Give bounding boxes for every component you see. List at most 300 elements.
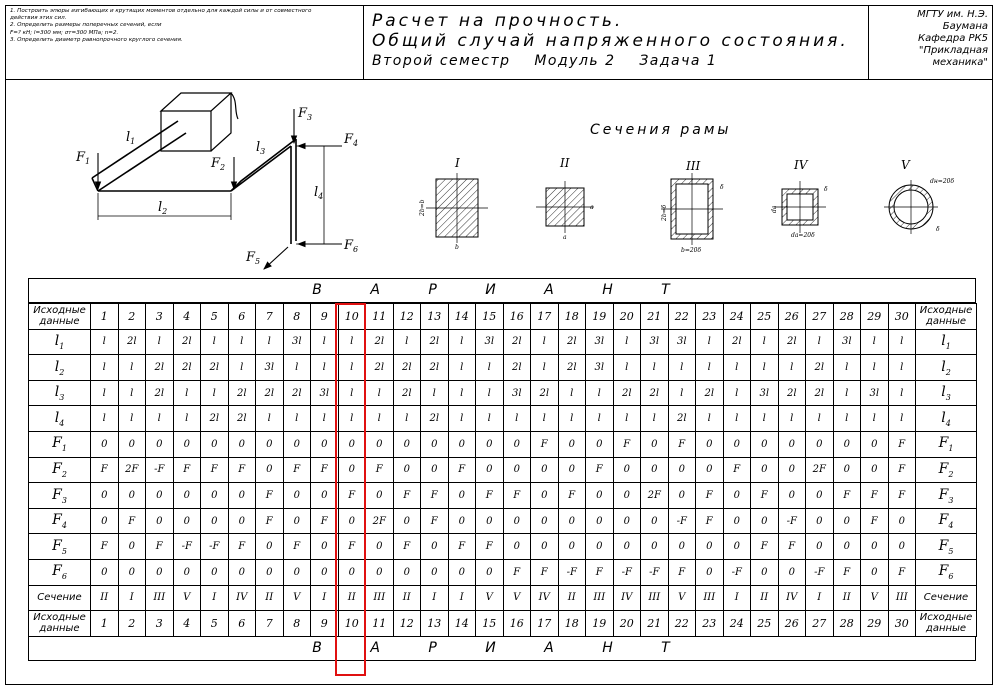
row-symbol: $l_3$ xyxy=(29,380,91,406)
variant-number-cell: 23 xyxy=(696,611,724,637)
value-cell: l xyxy=(503,406,531,432)
label-F6: $F_6$ xyxy=(344,238,359,254)
value-cell: l xyxy=(861,329,889,355)
value-cell: l xyxy=(393,329,421,355)
section-cell: II xyxy=(393,585,421,611)
value-cell: 0 xyxy=(338,508,366,534)
value-cell: 0 xyxy=(613,508,641,534)
value-cell: 0 xyxy=(723,431,751,457)
value-cell: 0 xyxy=(503,534,531,560)
row-symbol: $F_1$ xyxy=(29,431,91,457)
value-cell: 2l xyxy=(173,355,201,381)
variants-table-body xyxy=(29,304,977,637)
value-cell: 0 xyxy=(283,508,311,534)
value-cell: 0 xyxy=(91,559,119,585)
value-cell: 0 xyxy=(366,534,394,560)
variant-number-cell: 11 xyxy=(366,304,394,330)
value-cell: 3l xyxy=(861,380,889,406)
value-cell: 0 xyxy=(861,559,889,585)
value-cell: l xyxy=(751,329,779,355)
value-cell: 0 xyxy=(448,559,476,585)
section-cell: V xyxy=(173,585,201,611)
value-cell: F xyxy=(421,508,449,534)
value-cell: -F xyxy=(613,559,641,585)
dim-s4-t: δ xyxy=(824,186,828,193)
value-cell: F xyxy=(503,483,531,509)
value-cell: -F xyxy=(806,559,834,585)
value-cell: 0 xyxy=(696,559,724,585)
value-cell: l xyxy=(366,380,394,406)
value-cell: 0 xyxy=(228,508,256,534)
value-cell: 2l xyxy=(201,355,229,381)
section-cell: IV xyxy=(531,585,559,611)
value-cell: F xyxy=(613,431,641,457)
value-cell: l xyxy=(311,355,339,381)
row-label: Сечение xyxy=(29,585,91,611)
dim-s3-w: b=20δ xyxy=(681,247,702,254)
value-cell: 0 xyxy=(751,457,779,483)
variant-number-cell: 2 xyxy=(118,304,146,330)
value-cell: F xyxy=(888,559,916,585)
table-row xyxy=(29,585,977,611)
dim-s4-h: da xyxy=(771,205,778,213)
value-cell: 0 xyxy=(558,431,586,457)
value-cell: 2l xyxy=(366,355,394,381)
row-symbol: $F_4$ xyxy=(916,508,977,534)
value-cell: 0 xyxy=(283,483,311,509)
value-cell: l xyxy=(723,406,751,432)
value-cell: 0 xyxy=(228,483,256,509)
value-cell: 0 xyxy=(806,483,834,509)
value-cell: 2l xyxy=(421,406,449,432)
value-cell: 2l xyxy=(558,329,586,355)
value-cell: 0 xyxy=(476,508,504,534)
value-cell: F xyxy=(338,534,366,560)
value-cell: 0 xyxy=(531,483,559,509)
value-cell: F xyxy=(476,483,504,509)
value-cell: l xyxy=(338,329,366,355)
variant-number-cell: 7 xyxy=(256,611,284,637)
row-symbol: $l_2$ xyxy=(29,355,91,381)
variant-number-cell: 11 xyxy=(366,611,394,637)
value-cell: l xyxy=(833,380,861,406)
value-cell: 0 xyxy=(668,457,696,483)
section-cell: III xyxy=(586,585,614,611)
value-cell: l xyxy=(476,380,504,406)
section-cell: IV xyxy=(228,585,256,611)
dim-s3-t: δ xyxy=(720,184,724,191)
variant-number-cell: 15 xyxy=(476,304,504,330)
section-cell: III xyxy=(888,585,916,611)
value-cell: l xyxy=(806,406,834,432)
value-cell: F xyxy=(256,483,284,509)
variant-number-cell: 13 xyxy=(421,611,449,637)
value-cell: F xyxy=(311,508,339,534)
variant-number-cell: 2 xyxy=(118,611,146,637)
variant-number-cell: 6 xyxy=(228,611,256,637)
variant-number-cell: 19 xyxy=(586,611,614,637)
value-cell: 0 xyxy=(338,431,366,457)
variant-number-cell: 30 xyxy=(888,304,916,330)
section-cell: II xyxy=(751,585,779,611)
value-cell: -F xyxy=(146,457,174,483)
value-cell: 0 xyxy=(448,508,476,534)
value-cell: F xyxy=(888,457,916,483)
value-cell: 0 xyxy=(393,431,421,457)
variant-number-cell: 23 xyxy=(696,304,724,330)
value-cell: l xyxy=(228,355,256,381)
value-cell: 2F xyxy=(366,508,394,534)
value-cell: 0 xyxy=(833,457,861,483)
variant-number-cell: 7 xyxy=(256,304,284,330)
value-cell: l xyxy=(311,406,339,432)
org-line-3: "Прикладная механика" xyxy=(918,45,988,68)
value-cell: l xyxy=(531,406,559,432)
value-cell: 0 xyxy=(861,457,889,483)
section-cell: V xyxy=(503,585,531,611)
value-cell: 0 xyxy=(173,483,201,509)
value-cell: 0 xyxy=(613,534,641,560)
value-cell: l xyxy=(613,355,641,381)
value-cell: l xyxy=(558,406,586,432)
value-cell: 0 xyxy=(641,457,669,483)
variant-number-cell: 29 xyxy=(861,611,889,637)
value-cell: 0 xyxy=(503,431,531,457)
variant-number-cell: 28 xyxy=(833,611,861,637)
value-cell: 0 xyxy=(118,534,146,560)
value-cell: 0 xyxy=(448,483,476,509)
section-IV-shape xyxy=(774,181,826,233)
variant-number-cell: 19 xyxy=(586,304,614,330)
value-cell: 0 xyxy=(723,534,751,560)
highlight-variant-column xyxy=(335,303,366,676)
value-cell: F xyxy=(861,508,889,534)
drawing-sheet xyxy=(5,5,993,685)
value-cell: 0 xyxy=(311,483,339,509)
value-cell: l xyxy=(833,355,861,381)
value-cell: 0 xyxy=(366,559,394,585)
value-cell: l xyxy=(861,406,889,432)
value-cell: 2l xyxy=(421,329,449,355)
section-cell: I xyxy=(448,585,476,611)
instruction-line: 1. Построить эпюры изгибающих и крутящих моментов отдельно для каждой силы и от совместного xyxy=(10,8,312,14)
label-F2: $F_2$ xyxy=(211,156,226,172)
value-cell: l xyxy=(531,355,559,381)
value-cell: F xyxy=(421,483,449,509)
value-cell: F xyxy=(778,534,806,560)
variant-number-cell: 3 xyxy=(146,304,174,330)
title-block xyxy=(6,6,992,80)
section-cell: III xyxy=(641,585,669,611)
section-II-shape xyxy=(536,181,594,233)
value-cell: l xyxy=(586,406,614,432)
value-cell: l xyxy=(448,355,476,381)
value-cell: 2l xyxy=(393,355,421,381)
dim-s3-h: 2b=δ xyxy=(661,204,668,221)
value-cell: l xyxy=(778,406,806,432)
value-cell: F xyxy=(448,457,476,483)
value-cell: 0 xyxy=(311,431,339,457)
value-cell: 2l xyxy=(723,329,751,355)
section-cell: IV xyxy=(613,585,641,611)
value-cell: 0 xyxy=(338,457,366,483)
value-cell: 2F xyxy=(641,483,669,509)
row-symbol: $F_3$ xyxy=(29,483,91,509)
value-cell: l xyxy=(751,355,779,381)
value-cell: 2F xyxy=(806,457,834,483)
variant-number-cell: 3 xyxy=(146,611,174,637)
value-cell: l xyxy=(613,406,641,432)
value-cell: 3l xyxy=(503,380,531,406)
value-cell: l xyxy=(311,329,339,355)
value-cell: l xyxy=(91,355,119,381)
value-cell: 0 xyxy=(833,534,861,560)
value-cell: l xyxy=(256,329,284,355)
variant-header-bottom: В А Р И А Н Т xyxy=(28,637,976,661)
value-cell: -F xyxy=(778,508,806,534)
table-row xyxy=(29,611,977,637)
value-cell: l xyxy=(201,329,229,355)
variant-number-cell: 9 xyxy=(311,611,339,637)
table-row xyxy=(29,431,977,457)
value-cell: 0 xyxy=(173,508,201,534)
row-symbol: $F_3$ xyxy=(916,483,977,509)
value-cell: l xyxy=(283,355,311,381)
value-cell: l xyxy=(696,406,724,432)
org-line-2: Кафедра РК5 xyxy=(918,33,988,44)
value-cell: 2l xyxy=(146,380,174,406)
variant-number-cell: 12 xyxy=(393,611,421,637)
section-cell: III xyxy=(696,585,724,611)
section-cell: V xyxy=(668,585,696,611)
section-label-2: II xyxy=(560,156,570,170)
value-cell: l xyxy=(723,355,751,381)
value-cell: F xyxy=(201,457,229,483)
value-cell: F xyxy=(338,483,366,509)
value-cell: 0 xyxy=(201,508,229,534)
table-row xyxy=(29,380,977,406)
section-label-4: IV xyxy=(794,158,808,172)
value-cell: F xyxy=(751,483,779,509)
dim-s4-w: da=20δ xyxy=(791,232,815,239)
instruction-line: F=? кН; l=300 мм; σт=300 МПа; n=2. xyxy=(10,29,119,36)
value-cell: F xyxy=(366,457,394,483)
value-cell: F xyxy=(173,457,201,483)
value-cell: l xyxy=(476,406,504,432)
value-cell: 0 xyxy=(751,559,779,585)
value-cell: 2l xyxy=(806,380,834,406)
value-cell: F xyxy=(723,457,751,483)
value-cell: 0 xyxy=(861,431,889,457)
section-cell: II xyxy=(558,585,586,611)
row-symbol: $F_6$ xyxy=(29,559,91,585)
variant-number-cell: 10 xyxy=(338,304,366,330)
value-cell: 0 xyxy=(641,534,669,560)
value-cell: 0 xyxy=(668,483,696,509)
value-cell: l xyxy=(888,355,916,381)
variant-number-cell: 22 xyxy=(668,611,696,637)
title-line-3: Второй семестр Модуль 2 Задача 1 xyxy=(372,53,718,69)
value-cell: l xyxy=(778,355,806,381)
value-cell: 0 xyxy=(146,483,174,509)
value-cell: 2l xyxy=(778,380,806,406)
value-cell: -F xyxy=(201,534,229,560)
variant-number-cell: 17 xyxy=(531,304,559,330)
variant-number-cell: 20 xyxy=(613,304,641,330)
variant-number-cell: 14 xyxy=(448,611,476,637)
value-cell: 0 xyxy=(256,534,284,560)
variant-number-cell: 15 xyxy=(476,611,504,637)
value-cell: 0 xyxy=(861,534,889,560)
value-cell: l xyxy=(338,406,366,432)
value-cell: l xyxy=(668,355,696,381)
value-cell: F xyxy=(91,457,119,483)
value-cell: l xyxy=(641,355,669,381)
value-cell: l xyxy=(696,329,724,355)
value-cell: 2l xyxy=(641,380,669,406)
value-cell: 2l xyxy=(256,380,284,406)
value-cell: 2l xyxy=(201,406,229,432)
variant-number-cell: 24 xyxy=(723,611,751,637)
value-cell: -F xyxy=(173,534,201,560)
instruction-line: 2. Определить размеры поперечных сечений, если xyxy=(10,22,162,29)
variant-number-cell: 1 xyxy=(91,304,119,330)
value-cell: F xyxy=(668,559,696,585)
variant-number-cell: 5 xyxy=(201,304,229,330)
value-cell: 0 xyxy=(311,559,339,585)
value-cell: 2l xyxy=(228,380,256,406)
value-cell: 0 xyxy=(393,457,421,483)
value-cell: 0 xyxy=(146,559,174,585)
value-cell: 2l xyxy=(366,329,394,355)
table-row xyxy=(29,534,977,560)
row-symbol: $l_1$ xyxy=(916,329,977,355)
value-cell: 3l xyxy=(311,380,339,406)
variant-number-cell: 14 xyxy=(448,304,476,330)
value-cell: F xyxy=(283,534,311,560)
value-cell: 2F xyxy=(118,457,146,483)
value-cell: 0 xyxy=(421,559,449,585)
frame-labels xyxy=(75,106,358,266)
row-symbol: $l_4$ xyxy=(916,406,977,432)
value-cell: 0 xyxy=(586,534,614,560)
value-cell: 0 xyxy=(201,431,229,457)
value-cell: l xyxy=(861,355,889,381)
variant-number-cell: 22 xyxy=(668,304,696,330)
dim-s2-h: a xyxy=(590,204,594,211)
variant-number-cell: 6 xyxy=(228,304,256,330)
value-cell: 0 xyxy=(173,431,201,457)
table-row xyxy=(29,406,977,432)
section-cell: I xyxy=(201,585,229,611)
section-cell: II xyxy=(338,585,366,611)
value-cell: 0 xyxy=(228,431,256,457)
variant-number-cell: 26 xyxy=(778,611,806,637)
dim-s1-h: 2b=b xyxy=(419,199,426,216)
value-cell: l xyxy=(723,380,751,406)
frame-diagram xyxy=(6,81,994,276)
value-cell: 0 xyxy=(256,559,284,585)
row-symbol: $l_3$ xyxy=(916,380,977,406)
variant-number-cell: 16 xyxy=(503,304,531,330)
row-symbol: $F_2$ xyxy=(916,457,977,483)
variant-number-cell: 24 xyxy=(723,304,751,330)
value-cell: 0 xyxy=(723,483,751,509)
value-cell: 0 xyxy=(91,483,119,509)
row-symbol: $F_4$ xyxy=(29,508,91,534)
value-cell: 0 xyxy=(751,508,779,534)
row-label: Исходные данные xyxy=(916,611,977,637)
value-cell: 0 xyxy=(751,431,779,457)
variant-number-cell: 26 xyxy=(778,304,806,330)
section-cell: I xyxy=(311,585,339,611)
value-cell: 3l xyxy=(586,329,614,355)
value-cell: 0 xyxy=(558,457,586,483)
row-label: Исходные данные xyxy=(29,304,91,330)
variant-number-cell: 17 xyxy=(531,611,559,637)
row-symbol: $F_6$ xyxy=(916,559,977,585)
value-cell: F xyxy=(146,534,174,560)
value-cell: 0 xyxy=(503,457,531,483)
value-cell: 2l xyxy=(503,329,531,355)
variant-number-cell: 1 xyxy=(91,611,119,637)
value-cell: 0 xyxy=(393,559,421,585)
value-cell: 2l xyxy=(503,355,531,381)
value-cell: F xyxy=(531,559,559,585)
value-cell: 0 xyxy=(668,534,696,560)
value-cell: F xyxy=(833,483,861,509)
row-symbol: $F_5$ xyxy=(29,534,91,560)
table-row xyxy=(29,355,977,381)
value-cell: F xyxy=(256,508,284,534)
value-cell: 0 xyxy=(118,483,146,509)
title-line-2: Общий случай напряженного состояния. xyxy=(372,31,849,51)
value-cell: F xyxy=(228,457,256,483)
value-cell: 3l xyxy=(586,355,614,381)
value-cell: 0 xyxy=(723,508,751,534)
row-label: Исходные данные xyxy=(916,304,977,330)
value-cell: 0 xyxy=(118,431,146,457)
variant-number-cell: 28 xyxy=(833,304,861,330)
row-label: Исходные данные xyxy=(29,611,91,637)
section-cell: V xyxy=(476,585,504,611)
value-cell: l xyxy=(338,355,366,381)
dim-s5-d: dн=20δ xyxy=(930,178,955,185)
section-label-1: I xyxy=(455,156,460,170)
value-cell: 0 xyxy=(228,559,256,585)
value-cell: l xyxy=(476,355,504,381)
value-cell: l xyxy=(641,406,669,432)
value-cell: 0 xyxy=(503,508,531,534)
value-cell: 0 xyxy=(613,483,641,509)
value-cell: F xyxy=(448,534,476,560)
value-cell: 0 xyxy=(806,534,834,560)
value-cell: 0 xyxy=(476,457,504,483)
value-cell: 0 xyxy=(421,534,449,560)
value-cell: 3l xyxy=(283,329,311,355)
value-cell: 2l xyxy=(696,380,724,406)
value-cell: l xyxy=(833,406,861,432)
variant-number-cell: 9 xyxy=(311,304,339,330)
value-cell: l xyxy=(118,406,146,432)
value-cell: F xyxy=(696,483,724,509)
value-cell: 3l xyxy=(256,355,284,381)
variant-number-cell: 5 xyxy=(201,611,229,637)
value-cell: 0 xyxy=(888,534,916,560)
variants-table xyxy=(28,303,977,637)
value-cell: 0 xyxy=(283,559,311,585)
value-cell: l xyxy=(751,406,779,432)
